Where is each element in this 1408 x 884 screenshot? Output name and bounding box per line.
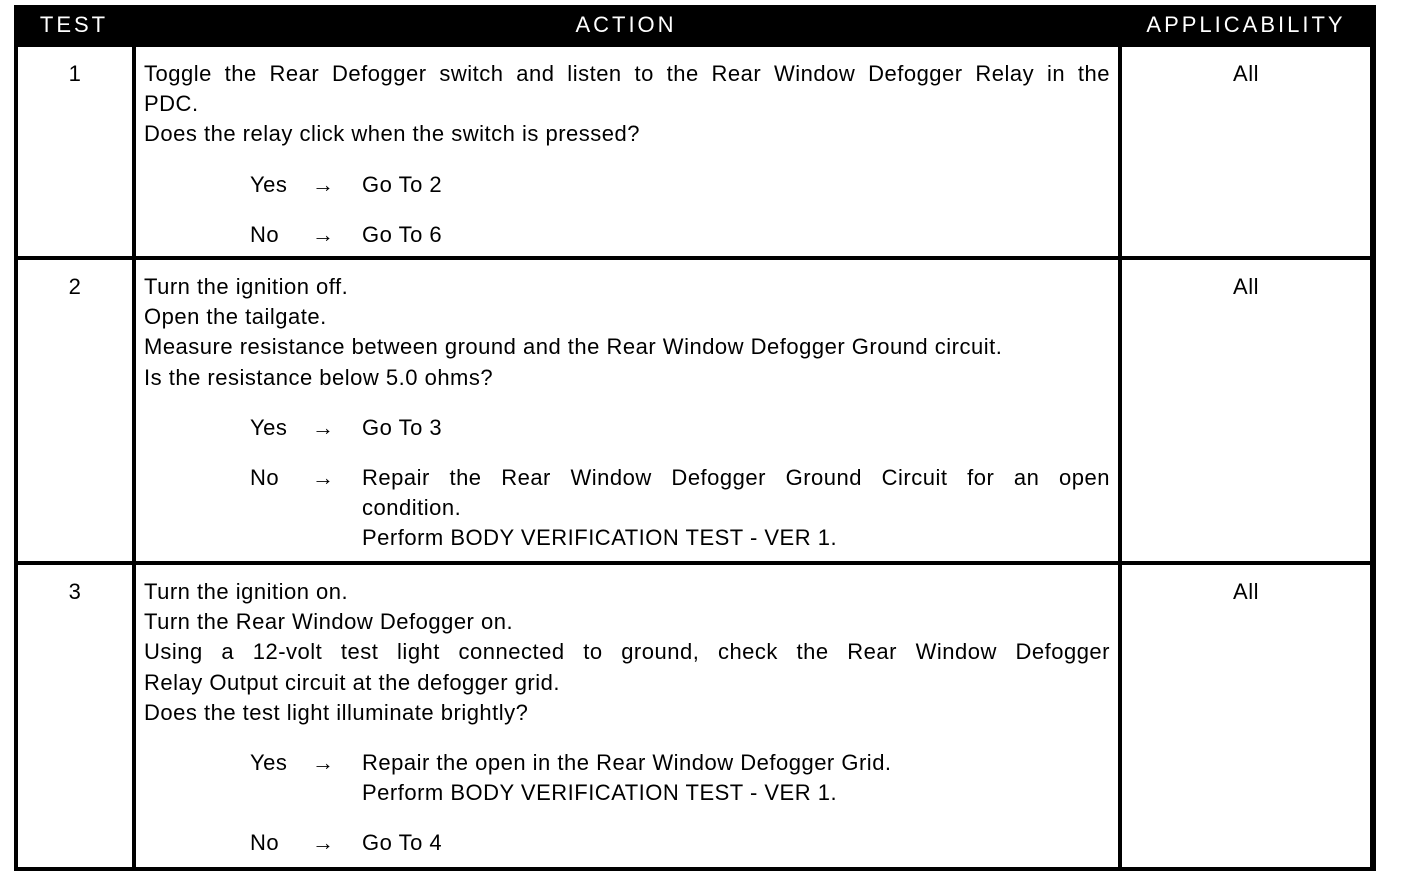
diagnostic-table xyxy=(14,5,1376,871)
test-number: 1 xyxy=(18,47,132,256)
yes-result: Go To 3 xyxy=(362,414,443,440)
yes-result: Repair the open in the Rear Window Defogger Grid. xyxy=(362,750,892,776)
no-branch xyxy=(144,463,1110,554)
action-cell xyxy=(136,565,1118,867)
no-result: Perform BODY VERIFICATION TEST - VER 1. xyxy=(362,525,838,551)
action-line: Relay Output circuit at the defogger grid. xyxy=(144,669,560,695)
arrow-icon: → xyxy=(312,414,335,440)
yes-result: Perform BODY VERIFICATION TEST - VER 1. xyxy=(362,780,838,806)
yes-result: Go To 2 xyxy=(362,171,443,197)
header-action: ACTION xyxy=(575,12,677,37)
action-line: Does the relay click when the switch is pressed? xyxy=(144,121,640,147)
yes-label: Yes xyxy=(250,750,288,776)
no-label: No xyxy=(250,221,280,247)
yes-branch xyxy=(144,170,1110,200)
yes-label: Yes xyxy=(250,414,288,440)
arrow-icon: → xyxy=(312,171,335,197)
no-result: condition. xyxy=(362,495,462,521)
no-result: Go To 6 xyxy=(362,221,443,247)
arrow-icon: → xyxy=(312,465,335,491)
header-test: TEST xyxy=(39,12,109,37)
no-result: Go To 4 xyxy=(362,830,443,856)
action-line: PDC. xyxy=(144,91,199,117)
action-line: Is the resistance below 5.0 ohms? xyxy=(144,364,494,390)
action-line: Turn the ignition on. xyxy=(144,579,349,604)
yes-branch xyxy=(144,748,1110,808)
arrow-icon: → xyxy=(312,221,335,247)
action-cell xyxy=(136,47,1118,256)
applicability-cell: All xyxy=(1122,260,1370,561)
no-branch xyxy=(144,220,1110,250)
action-line: Measure resistance between ground and the Rear Window Defogger Ground circuit. xyxy=(144,334,1003,360)
action-line: Turn the ignition off. xyxy=(144,274,349,299)
no-branch xyxy=(144,828,1110,858)
action-line: Turn the Rear Window Defogger on. xyxy=(144,609,514,635)
applicability-cell: All xyxy=(1122,47,1370,256)
applicability-cell: All xyxy=(1122,565,1370,867)
arrow-icon: → xyxy=(312,750,335,776)
no-result: Repair the Rear Window Defogger Ground Circuit for an open xyxy=(362,465,1110,491)
arrow-icon: → xyxy=(312,830,335,856)
test-number: 2 xyxy=(18,260,132,561)
test-number: 3 xyxy=(18,565,132,867)
action-line: Does the test light illuminate brightly? xyxy=(144,699,529,725)
yes-label: Yes xyxy=(250,171,288,197)
action-line: Open the tailgate. xyxy=(144,304,327,330)
action-line: Toggle the Rear Defogger switch and listen to the Rear Window Defogger Relay in the xyxy=(144,61,1110,86)
action-cell xyxy=(136,260,1118,561)
no-label: No xyxy=(250,830,280,856)
header-applicability: APPLICABILITY xyxy=(1146,12,1346,37)
no-label: No xyxy=(250,465,280,491)
yes-branch xyxy=(144,413,1110,443)
action-line: Using a 12-volt test light connected to ground, check the Rear Window Defogger xyxy=(144,639,1110,665)
